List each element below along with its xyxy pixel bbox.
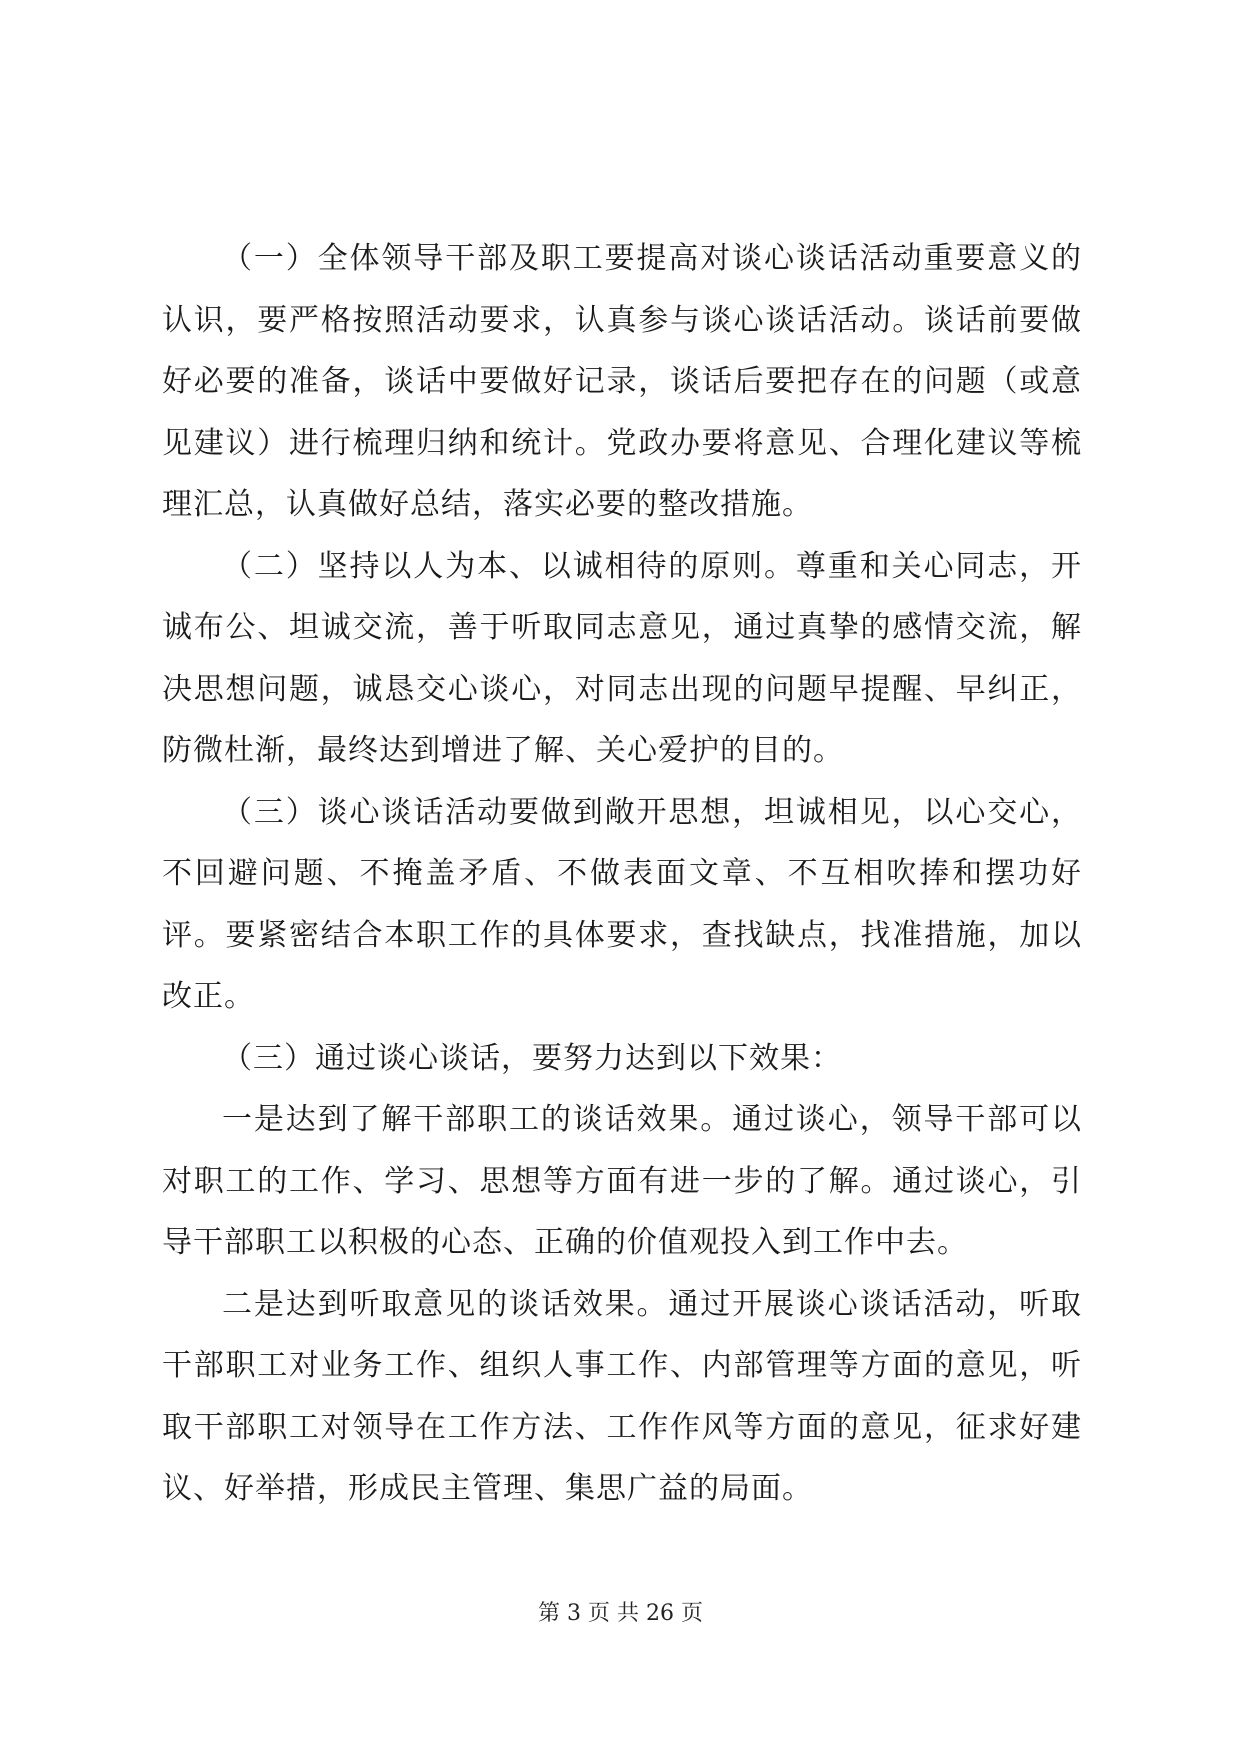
paragraph-6: 二是达到听取意见的谈话效果。通过开展谈心谈话活动，听取干部职工对业务工作、组织人事工作、内部管理等方面的意见，听取干部职工对领导在工作方法、工作作风等方面的意见，征求好建议、好举措，形成民主管理、集思广益的局面。	[162, 1286, 1082, 1506]
paragraph-5: 一是达到了解干部职工的谈话效果。通过谈心，领导干部可以对职工的工作、学习、思想等方面有进一步的了解。通过谈心，引导干部职工以积极的心态、正确的价值观投入到工作中去。	[162, 1102, 1082, 1260]
document-body	[162, 228, 1082, 1520]
paragraph-3: （三）谈心谈话活动要做到敞开思想，坦诚相见，以心交心，不回避问题、不掩盖矛盾、不做表面文章、不互相吹捧和摆功好评。要紧密结合本职工作的具体要求，查找缺点，找准措施，加以改正。	[162, 794, 1082, 1014]
page-number-footer: 第 3 页 共 26 页	[538, 1601, 703, 1626]
paragraph-4: （三）通过谈心谈话，要努力达到以下效果：	[222, 1040, 842, 1076]
paragraph-1: （一）全体领导干部及职工要提高对谈心谈话活动重要意义的认识，要严格按照活动要求，认真参与谈心谈话活动。谈话前要做好必要的准备，谈话中要做好记录，谈话后要把存在的问题（或意见建议）进行梳理归纳和统计。党政办要将意见、合理化建议等梳理汇总，认真做好总结，落实必要的整改措施。	[162, 241, 1082, 522]
paragraph-2: （二）坚持以人为本、以诚相待的原则。尊重和关心同志，开诚布公、坦诚交流，善于听取同志意见，通过真挚的感情交流，解决思想问题，诚恳交心谈心，对同志出现的问题早提醒、早纠正，防微杜渐，最终达到增进了解、关心爱护的目的。	[162, 548, 1082, 768]
